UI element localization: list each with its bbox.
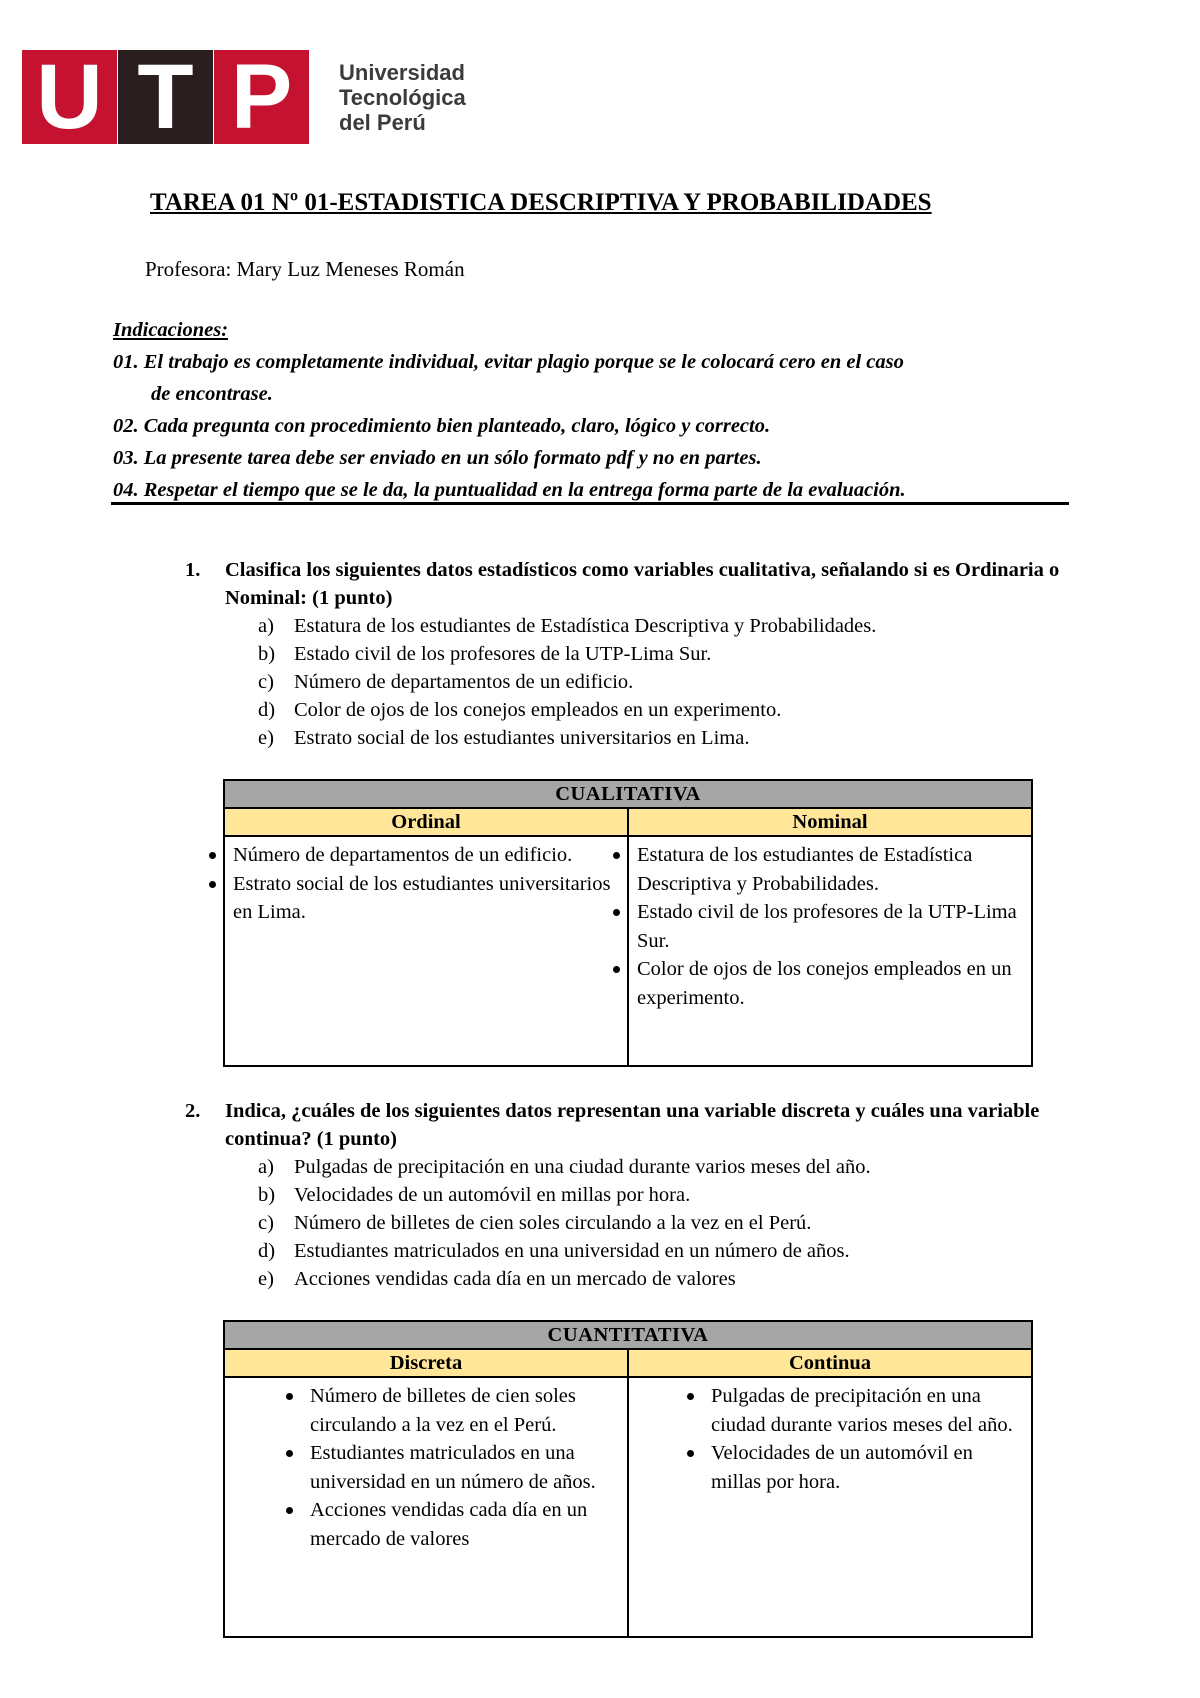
list-item: Color de ojos de los conejos empleados en un experimento. <box>637 955 1023 1012</box>
list-item: Velocidades de un automóvil en millas por hora. <box>711 1439 1013 1496</box>
option-letter: c) <box>258 671 274 693</box>
option-letter: b) <box>258 643 276 665</box>
option-text: Número de departamentos de un edificio. <box>294 671 634 693</box>
option-letter: d) <box>258 1240 276 1262</box>
option-letter: c) <box>258 1212 274 1234</box>
option-text: Acciones vendidas cada día en un mercado de valores <box>294 1268 736 1290</box>
question-options <box>185 612 1065 752</box>
qualitative-table <box>223 779 1033 1067</box>
indication-item-continuation: de encontrase. <box>151 383 273 405</box>
option-text: Estatura de los estudiantes de Estadística Descriptiva y Probabilidades. <box>294 615 877 637</box>
option-letter: e) <box>258 727 274 749</box>
option-letter: a) <box>258 1156 274 1178</box>
column-header-ordinal: Ordinal <box>224 808 628 836</box>
indications-heading: Indicaciones: <box>113 319 229 341</box>
logo-name-line: Universidad <box>339 59 465 85</box>
question-option <box>258 612 1065 640</box>
list-item: Estado civil de los profesores de la UTP-Lima Sur. <box>637 898 1023 955</box>
header-divider <box>111 502 1069 505</box>
list-item: Acciones vendidas cada día en un mercado de valores <box>310 1496 611 1553</box>
option-text: Número de billetes de cien soles circulando a la vez en el Perú. <box>294 1212 812 1234</box>
question-option <box>258 1265 1065 1293</box>
option-text: Estudiantes matriculados en una universidad en un número de años. <box>294 1240 850 1262</box>
logo-name-line: del Perú <box>339 109 426 135</box>
question-option <box>258 1181 1065 1209</box>
column-header-nominal: Nominal <box>628 808 1032 836</box>
question-option <box>258 668 1065 696</box>
list-item: Número de billetes de cien soles circulando a la vez en el Perú. <box>310 1382 611 1439</box>
logo-letter-u: U <box>22 50 117 144</box>
option-text: Velocidades de un automóvil en millas por hora. <box>294 1184 691 1206</box>
logo-letter-p: P <box>214 50 309 144</box>
discrete-cell <box>224 1377 628 1637</box>
table-group-header: CUANTITATIVA <box>224 1321 1032 1349</box>
ordinal-list <box>233 841 619 927</box>
question-option <box>258 696 1065 724</box>
option-text: Pulgadas de precipitación en una ciudad durante varios meses del año. <box>294 1156 871 1178</box>
list-item: Estatura de los estudiantes de Estadística Descriptiva y Probabilidades. <box>637 841 1023 898</box>
option-letter: b) <box>258 1184 276 1206</box>
continuous-list <box>637 1382 1023 1496</box>
option-letter: d) <box>258 699 276 721</box>
indication-item: 03. La presente tarea debe ser enviado en un sólo formato pdf y no en partes. <box>113 447 762 469</box>
document-title: TAREA 01 Nº 01-ESTADISTICA DESCRIPTIVA Y PROBABILIDADES <box>150 189 932 216</box>
question-prompt: Clasifica los siguientes datos estadísticos como variables cualitativa, señalando si es Ordinaria o Nominal: (1 punto) <box>225 559 1060 609</box>
question-option <box>258 640 1065 668</box>
option-text: Estrato social de los estudiantes universitarios en Lima. <box>294 727 750 749</box>
indication-item: 01. El trabajo es completamente individual, evitar plagio porque se le colocará cero en el caso <box>113 351 904 373</box>
discrete-list <box>233 1382 619 1553</box>
question-option <box>258 724 1065 752</box>
list-item: Número de departamentos de un edificio. <box>233 841 619 870</box>
list-item: Estrato social de los estudiantes universitarios en Lima. <box>233 870 619 927</box>
question-option <box>258 1209 1065 1237</box>
column-header-continuous: Continua <box>628 1349 1032 1377</box>
logo-name-line: Tecnológica <box>339 84 466 110</box>
teacher-name: Profesora: Mary Luz Meneses Román <box>145 257 465 281</box>
nominal-cell <box>628 836 1032 1066</box>
question-heading <box>185 556 1065 612</box>
option-letter: a) <box>258 615 274 637</box>
nominal-list <box>637 841 1023 1012</box>
quantitative-table <box>223 1320 1033 1638</box>
utp-logo <box>22 46 466 148</box>
option-letter: e) <box>258 1268 274 1290</box>
question-number: 2. <box>185 1100 201 1122</box>
ordinal-cell <box>224 836 628 1066</box>
continuous-cell <box>628 1377 1032 1637</box>
option-text: Color de ojos de los conejos empleados en un experimento. <box>294 699 782 721</box>
question-number: 1. <box>185 559 201 581</box>
option-text: Estado civil de los profesores de la UTP-Lima Sur. <box>294 643 712 665</box>
logo-letter-t: T <box>118 50 213 144</box>
question-heading <box>185 1097 1065 1153</box>
table-group-header: CUALITATIVA <box>224 780 1032 808</box>
logo-university-name <box>339 50 466 144</box>
question-prompt: Indica, ¿cuáles de los siguientes datos representan una variable discreta y cuáles una variable continua? (1 punto) <box>225 1100 1040 1150</box>
question-option <box>258 1237 1065 1265</box>
indications-block <box>113 314 1063 506</box>
question-options <box>185 1153 1065 1293</box>
question-2 <box>185 1097 1065 1293</box>
indication-item: 02. Cada pregunta con procedimiento bien planteado, claro, lógico y correcto. <box>113 415 771 437</box>
question-option <box>258 1153 1065 1181</box>
column-header-discrete: Discreta <box>224 1349 628 1377</box>
list-item: Pulgadas de precipitación en una ciudad durante varios meses del año. <box>711 1382 1013 1439</box>
question-1 <box>185 556 1065 752</box>
indication-item: 04. Respetar el tiempo que se le da, la puntualidad en la entrega forma parte de la evaluación. <box>113 479 906 501</box>
list-item: Estudiantes matriculados en una universidad en un número de años. <box>310 1439 611 1496</box>
